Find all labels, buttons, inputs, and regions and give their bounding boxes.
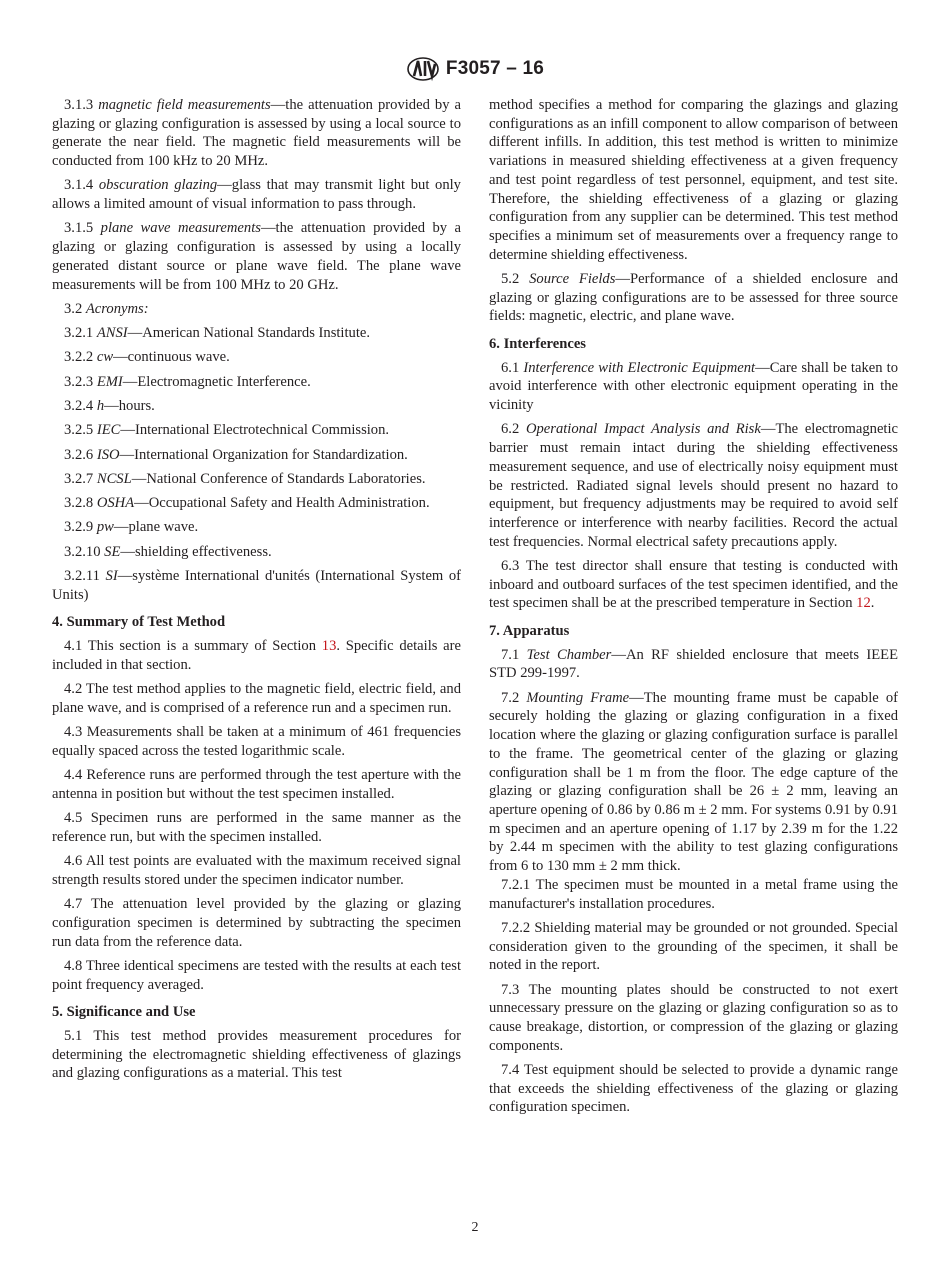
text-run: 4.3 Measurements shall be taken at a minimum of 461 frequencies equally spaced across the tested logarithmic scale. — [52, 724, 461, 759]
text-run: 7.4 Test equipment should be selected to provide a dynamic range that exceeds the shielding effectiveness of the glazing or glazing configuration specimen. — [489, 1061, 898, 1116]
text-run: 7. Apparatus — [489, 623, 570, 640]
right-column — [489, 96, 898, 1123]
text-run: . Specific details are included in that section. — [52, 638, 461, 673]
defined-term: Operational Impact Analysis and Risk — [525, 421, 761, 438]
defined-term: ISO — [96, 446, 120, 463]
text-run: 5.1 This test method provides measurement procedures for determining the electromagnetic shielding effectiveness of glazings and glazing configurations as a material. This test — [52, 1028, 461, 1082]
paragraph — [52, 446, 461, 465]
text-run: 6.3 The test director shall ensure that testing is conducted with inboard and outboard surfaces of the test specimen identified, and the test specimen shall be at the prescribed temperature in Section — [489, 557, 898, 612]
paragraph — [52, 567, 461, 604]
text-run: 4.5 Specimen runs are performed in the same manner as the reference run, but with the specimen installed. — [52, 810, 461, 845]
text-run: —An RF shielded enclosure that meets IEEE STD 299-1997. — [489, 646, 899, 682]
text-run: —National Conference of Standards Laboratories. — [131, 470, 426, 487]
text-run: 3.2.8 — [64, 495, 97, 512]
paragraph — [52, 895, 461, 951]
text-run: 3.2.1 — [64, 325, 97, 342]
text-run: —American National Standards Institute. — [127, 325, 371, 342]
paragraph — [489, 919, 898, 975]
paragraph — [52, 324, 461, 343]
defined-term: h — [96, 398, 105, 414]
paragraph — [52, 852, 461, 889]
text-run: 4.8 Three identical specimens are tested with the results at each test point frequency averaged. — [52, 957, 461, 993]
paragraph — [489, 557, 898, 613]
astm-logo-icon — [406, 56, 440, 82]
text-run: —glass that may transmit light but only allows a limited amount of visual information to pass through. — [52, 177, 461, 213]
text-run: 3.2.5 — [64, 422, 97, 439]
paragraph — [489, 689, 898, 876]
defined-term: pw — [96, 519, 114, 536]
defined-term: IEC — [96, 422, 121, 439]
defined-term: plane wave measurements — [100, 220, 261, 237]
paragraph — [52, 637, 461, 674]
text-run: 6.1 — [501, 359, 524, 376]
text-run: —Electromagnetic Interference. — [122, 373, 311, 390]
text-run: —Care shall be taken to avoid interference with other electronic equipment operating in the vicinity — [489, 359, 898, 414]
text-run: 3.2.10 — [64, 543, 105, 560]
paragraph — [52, 176, 461, 213]
paragraph — [489, 270, 898, 326]
text-run: —International Electrotechnical Commission. — [120, 422, 390, 439]
text-run: 5.2 — [501, 270, 530, 287]
text-run: 4. Summary of Test Method — [52, 614, 226, 631]
text-run: 3.2.9 — [64, 519, 97, 536]
text-run: —shielding effectiveness. — [120, 543, 272, 560]
text-run: —hours. — [104, 398, 155, 414]
defined-term: obscuration glazing — [98, 177, 218, 194]
text-run: —the attenuation provided by a glazing or glazing configuration is assessed by using a locally generated distant source or plane wave field. The plane wave measurements will be from 100 MHz to 20 GHz. — [52, 220, 461, 293]
paragraph — [489, 420, 898, 551]
document-id: F3057 – 16 — [445, 58, 545, 79]
paragraph — [489, 981, 898, 1056]
paragraph — [52, 809, 461, 846]
defined-term: SI — [105, 568, 118, 585]
defined-term: ANSI — [96, 325, 128, 342]
text-run: 7.3 The mounting plates should be constructed to not exert unnecessary pressure on the glazing or glazing configuration so as to cause breakage, distortion, or compression of the glazing or glazing components. — [489, 981, 898, 1054]
paragraph — [52, 300, 461, 319]
defined-term: Test Chamber — [526, 646, 612, 663]
text-run: 3.2.2 — [64, 349, 97, 366]
paragraph — [52, 397, 461, 416]
text-run: —Occupational Safety and Health Administration. — [134, 495, 430, 512]
text-run: 3.2.11 — [64, 568, 106, 585]
paragraph — [52, 96, 461, 171]
paragraph — [52, 421, 461, 440]
text-run: —Performance of a shielded enclosure and glazing or glazing configurations are to be assessed for three source fields: magnetic, electric, and plane wave. — [489, 270, 899, 325]
text-run: 3.1.4 — [64, 177, 99, 194]
paragraph — [52, 470, 461, 489]
text-run: 6.2 — [501, 421, 526, 438]
text-run: —The mounting frame must be capable of securely holding the glazing or glazing configuration in a fixed location where the glazing or glazing configuration surface is parallel to the frame. The geometrical center of the glazing or glazing configuration shall be 1 m from the floor. The edge capture of the glazing or glazing configuration shall be 26 ± 2 mm, leaving an aperture opening of 0.86 by 0.86 m ± 2 mm. For systems 0.91 by 0.91 m specimen and an aperture opening of 1.17 by 2.39 m for the 1.22 by 2.44 m specimen with the ability to test glazing configurations from 6 to 130 mm ± 2 mm thick. — [489, 689, 899, 875]
text-run: —continuous wave. — [113, 349, 230, 366]
text-run: 6. Interferences — [489, 336, 586, 353]
paragraph — [52, 518, 461, 537]
section-heading — [489, 622, 898, 641]
text-run: 3.2 — [64, 300, 86, 317]
left-column — [52, 96, 461, 1089]
text-run: method specifies a method for comparing the glazings and glazing configurations as an infill component to allow comparison of between different infills. In addition, this test method is written to minimize variations in measured shielding effectiveness at a given frequency and test point regardless of test personnel, equipment, and test site. Therefore, the shielding effectiveness of a glazing or glazing configuration from any supplier can be determined. This test method specifies a minimum set of measurements over a frequency range to determine shielding effectiveness. — [489, 97, 898, 263]
section-link[interactable]: 13 — [321, 638, 337, 655]
section-link[interactable]: 12 — [856, 595, 871, 612]
defined-term: SE — [104, 543, 121, 560]
paragraph — [489, 359, 898, 415]
text-run: 3.2.4 — [64, 398, 97, 414]
section-heading — [489, 335, 898, 354]
text-run: —système International d'unités (International System of Units) — [52, 568, 462, 603]
text-run: 7.2 — [501, 689, 527, 706]
page-number: 2 — [471, 1220, 479, 1235]
text-run: 5. Significance and Use — [52, 1004, 196, 1021]
defined-term: Acronyms: — [85, 300, 149, 317]
text-run: —the attenuation provided by a glazing or glazing configuration is assessed by using a local source to generate the near field. The magnetic field measurements will be conducted from 100 kHz to 20 MHz. — [52, 97, 461, 170]
paragraph — [52, 766, 461, 803]
text-run: 3.1.5 — [64, 220, 101, 237]
defined-term: OSHA — [96, 495, 135, 512]
text-run: 4.2 The test method applies to the magnetic field, electric field, and plane wave, and is comprised of a reference run and a specimen run. — [52, 681, 461, 716]
text-run: —The electromagnetic barrier must remain intact during the shielding effectiveness measurement sequence, and use of electrically noisy equipment must be restricted. Radiated signal levels should present no hazard to equipment, but frequency adjustments may be required to avoid self interference or interference with nearby facilities. Record the actual test frequencies. Normal electrical safety precautions apply. — [489, 421, 899, 550]
paragraph — [52, 957, 461, 994]
text-run: 4.1 This section is a summary of Section — [64, 638, 322, 655]
paragraph — [489, 96, 898, 264]
text-run: 7.1 — [501, 646, 527, 663]
defined-term: magnetic field measurements — [98, 97, 271, 113]
defined-term: Source Fields — [529, 270, 616, 287]
text-run: —International Organization for Standardization. — [119, 446, 408, 463]
text-run: 4.7 The attenuation level provided by the glazing or glazing configuration specimen is determined by subtracting the specimen run data from the reference data. — [52, 896, 461, 950]
page-header — [0, 56, 950, 82]
paragraph — [52, 1027, 461, 1083]
text-run: 3.2.7 — [64, 470, 97, 487]
section-heading — [52, 1003, 461, 1022]
text-run: 3.2.6 — [64, 446, 97, 463]
paragraph — [52, 348, 461, 367]
defined-term: EMI — [96, 373, 123, 390]
paragraph — [52, 373, 461, 392]
section-heading — [52, 613, 461, 632]
text-run: 3.1.3 — [64, 97, 99, 113]
text-run: 7.2.1 The specimen must be mounted in a metal frame using the manufacturer's installation procedures. — [489, 876, 898, 912]
paragraph — [52, 494, 461, 513]
paragraph — [489, 646, 898, 683]
paragraph — [52, 680, 461, 717]
paragraph — [52, 543, 461, 562]
text-run: 3.2.3 — [64, 373, 97, 390]
text-run: 4.6 All test points are evaluated with the maximum received signal strength results stored under the specimen indicator number. — [52, 853, 461, 888]
text-run: 7.2.2 Shielding material may be grounded or not grounded. Special consideration given to the grounding of the specimen, it shall be noted in the report. — [489, 919, 898, 974]
defined-term: Mounting Frame — [526, 689, 630, 706]
paragraph — [52, 219, 461, 294]
paragraph — [489, 1061, 898, 1117]
defined-term: NCSL — [96, 470, 132, 487]
defined-term: cw — [96, 349, 114, 366]
text-run: —plane wave. — [113, 519, 199, 536]
text-run: . — [870, 595, 875, 612]
paragraph — [489, 876, 898, 913]
paragraph — [52, 723, 461, 760]
defined-term: Interference with Electronic Equipment — [523, 359, 756, 376]
text-run: 4.4 Reference runs are performed through the test aperture with the antenna in position but without the test specimen installed. — [52, 767, 461, 802]
